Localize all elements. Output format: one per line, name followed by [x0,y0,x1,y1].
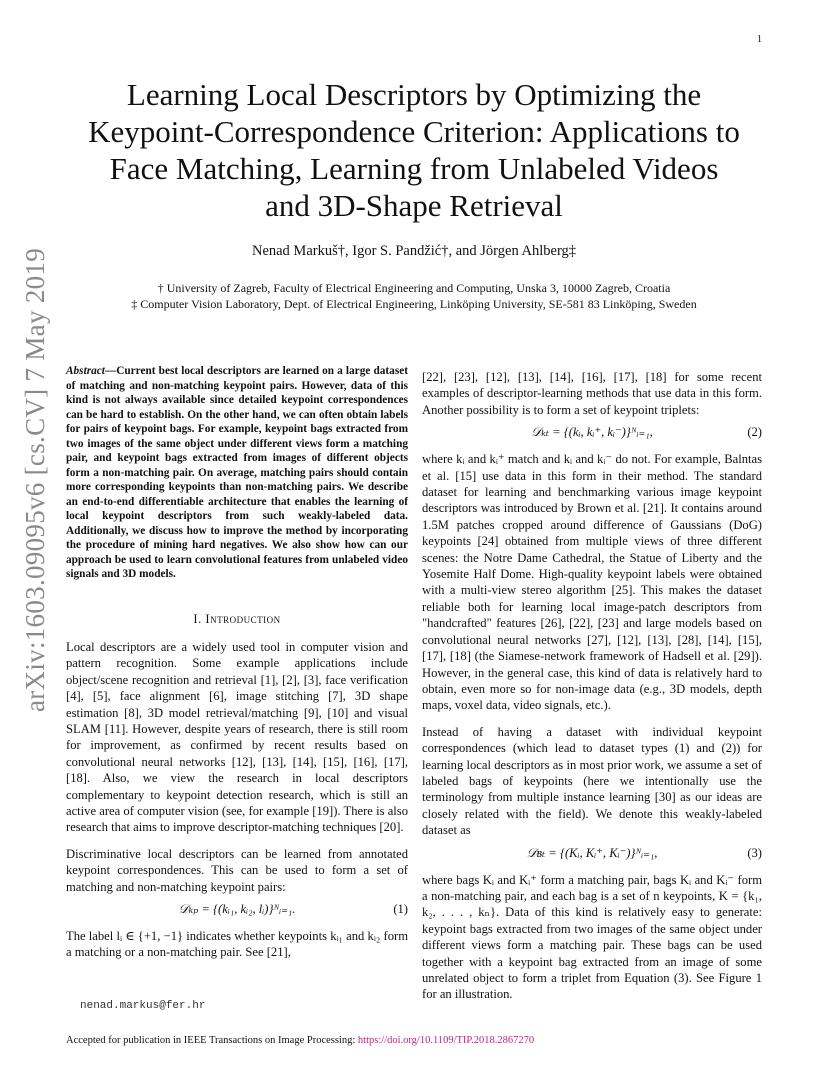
right-column [422,369,762,1003]
affiliation-zagreb: † University of Zagreb, Faculty of Electrical Engineering and Computing, Unska 3, 10000 Zagreb, Croatia [157,281,671,295]
equation-1 [66,901,408,923]
left-column [66,364,408,961]
affiliation-linkoping: ‡ Computer Vision Laboratory, Dept. of Electrical Engineering, Linköping University, SE-581 83 Linköping, Sweden [131,297,697,311]
abstract-text: —Current best local descriptors are learned on a large dataset of matching and non-matching keypoint pairs. However, data of this kind is not always available since detailed keypoint correspondences can be hard to establish. On the other hand, we can often obtain labels for pairs of keypoint bags. For example, keypoint bags extracted from two images of the same object under different views form a matching pair, and keypoint bags extracted from images of different objects form a non-matching pair. On average, matching pairs should contain more corresponding keypoints than non-matching pairs. We describe an end-to-end differentiable architecture that enables the learning of local keypoint descriptors from such weakly-labeled data. Additionally, we discuss how to improve the method by incorporating the procedure of mining hard negatives. We also show how can our approach be used to learn convolutional features from unlabeled video signals and 3D models. [66,365,408,580]
equation-formula: 𝒟ₖₚ = {(kᵢ₁, kᵢ₂, lᵢ)}ᴺᵢ₌₁. [178,902,296,916]
equation-2 [422,424,762,446]
equation-number: (1) [393,902,408,916]
equation-number: (2) [747,425,762,440]
equation-3 [422,845,762,867]
paragraph: Discriminative local descriptors can be learned from annotated keypoint correspondences. This can be used to form a set of matching and non-matching keypoint pairs: [66,846,408,894]
paragraph: where kᵢ and kᵢ⁺ match and kᵢ and kᵢ⁻ do not. For example, Balntas et al. [15] use data in this form in their method. The standard dataset for learning and benchmarking various image keypoint descriptors was introduced by Brown et al. [21]. It contains around 1.5M patches cropped around difference of Gaussians (DoG) keypoints [24] obtained from multiple views of three different scenes: the Notre Dame Cathedral, the Statue of Liberty and the Yosemite Half Dome. High-quality keypoint labels were obtained with a multi-view stereo algorithm [25]. This makes the dataset reliable both for learning local image-patch descriptors from "handcrafted" features [26], [22], [23] and large models based on convolutional neural networks [27], [12], [13], [28], [14], [15], [17], [18] (the Siamese-network framework of Hadsell et al. [29]). However, in the general case, this kind of data is relatively hard to obtain, even more so for non-image data (e.g., 3D models, depth maps, voxel data, video signals, etc.). [422,452,762,713]
paragraph: Instead of having a dataset with individual keypoint correspondences (which lead to dataset types (1) and (2)) for learning local descriptors as in most prior work, we assume a set of labeled bags of keypoints (here we intentionally use the terminology from multiple instance learning [30] as our ideas are closely related with the field). We denote this weakly-labeled dataset as [422,724,762,838]
arxiv-identifier-stamp: arXiv:1603.09095v6 [cs.CV] 7 May 2019 [20,247,50,713]
equation-number: (3) [747,845,762,860]
affiliations [40,280,788,312]
paper-title [40,76,788,224]
paragraph: [22], [23], [12], [13], [14], [16], [17], [18] for some recent examples of descriptor-learning methods that use data in this form. Another possibility is to form a set of keypoint triplets: [422,370,762,417]
page-number: 1 [757,34,762,45]
doi-link[interactable]: https://doi.org/10.1109/TIP.2018.2867270 [357,1035,535,1046]
equation-formula: 𝒟ₖₜ = {(kᵢ, kᵢ⁺, kᵢ⁻)}ᴺᵢ₌₁, [531,425,653,440]
paragraph: The label lᵢ ∈ {+1, −1} indicates whether keypoints kᵢ₁ and kᵢ₂ form a matching or a non-matching pair. See [21], [66,929,408,960]
equation-formula: 𝒟ʙₜ = {(Kᵢ, Kᵢ⁺, Kᵢ⁻)}ᴺᵢ₌₁, [526,845,658,860]
title-line: Learning Local Descriptors by Optimizing the [126,77,702,112]
publication-footer [66,1035,534,1046]
author-email: nenad.markus@fer.hr [80,1000,206,1012]
paragraph: Local descriptors are a widely used tool in computer vision and pattern recognition. Some example applications include object/scene recognition and retrieval [1], [2], [3], face verification [4], [5], face alignment [6], image stitching [7], 3D shape estimation [8], 3D model retrieval/matching [9], [10] and visual SLAM [11]. However, despite years of research, there is still room for improvement, as confirmed by recent results based on convolutional neural networks [12], [13], [14], [15], [16], [17], [18]. Also, we view the research in local descriptors complementary to keypoint detection research, which is still an active area of computer vision (see, for example [19]). There is also research that aims to improve descriptor-matching techniques [20]. [66,639,408,835]
author-list: Nenad Markuš†, Igor S. Pandžić†, and Jörgen Ahlberg‡ [251,243,577,259]
section-title: Introduction [205,611,281,626]
title-line: Keypoint-Correspondence Criterion: Applications to [88,114,740,149]
footer-text: Accepted for publication in IEEE Transactions on Image Processing: [66,1035,358,1046]
title-line: Face Matching, Learning from Unlabeled Videos [109,151,719,186]
paragraph: where bags Kᵢ and Kᵢ⁺ form a matching pair, bags Kᵢ and Kᵢ⁻ form a non-matching pair, and each bag is a set of n keypoints, K = {k₁, k₂, . . . , kₙ}. Data of this kind is relatively easy to generate: keypoint bags extracted from two images of the same object under different views form a matching pair. These bags can be used together with a keypoint bag extracted from an image of some unrelated object to form a triplet from Equation (3). See Figure 1 for an illustration. [422,872,762,1002]
section-heading [66,611,408,627]
abstract-lead: Abstract [66,365,105,377]
title-line: and 3D-Shape Retrieval [265,188,563,223]
section-number: I. [193,611,206,626]
abstract [66,364,408,582]
